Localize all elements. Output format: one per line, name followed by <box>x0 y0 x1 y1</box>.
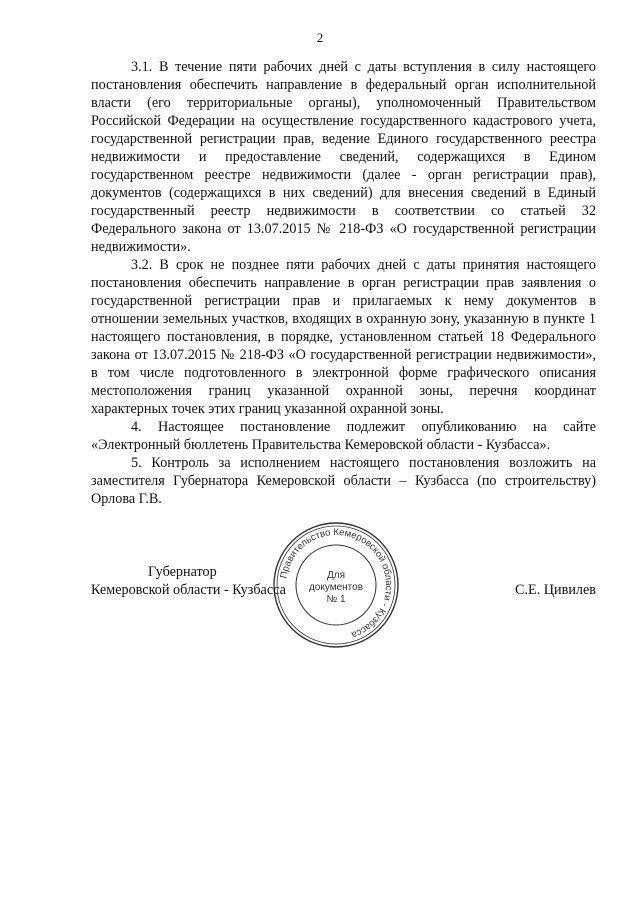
page-number: 2 <box>316 30 324 45</box>
signatory-name: С.Е. Цивилев <box>515 582 596 598</box>
document-body <box>91 58 596 508</box>
signatory-title-line-1: Губернатор <box>148 564 217 580</box>
signatory-title-line-2: Кемеровской области - Кузбасса <box>91 582 286 598</box>
stamp-center-line-3: № 1 <box>326 594 346 605</box>
paragraph-3-1: 3.1. В течение пяти рабочих дней с даты вступления в силу настоящего постановления обеспечить направление в федеральный орган исполнительной власти (его территориальные органы), уполномоченный Правительством Российской Федерации на осуществление государственного кадастрового учета, государственной регистрации прав, ведение Единого государственного реестра недвижимости и предоставление сведений, содержащихся в Едином государственном реестре недвижимости (далее - орган регистрации прав), документов (содержащихся в них сведений) для внесения сведений в Единый государственный реестр недвижимости в соответствии со статьей 32 Федерального закона от 13.07.2015 № 218-ФЗ «О государственной регистрации недвижимости». <box>91 59 596 255</box>
paragraph-5: 5. Контроль за исполнением настоящего постановления возложить на заместителя Губернатора Кемеровской области – Кузбасса (по строительству) Орлова Г.В. <box>91 455 596 507</box>
stamp-center-line-1: Для <box>326 570 346 581</box>
signature-block <box>91 563 596 603</box>
paragraph-4: 4. Настоящее постановление подлежит опубликованию на сайте «Электронный бюллетень Правительства Кемеровской области - Кузбасса». <box>91 419 596 453</box>
paragraph-3-2: 3.2. В срок не позднее пяти рабочих дней с даты принятия настоящего постановления обеспечить направление в орган регистрации прав заявления о государственной регистрации прав и прилагаемых к нему документов в отношении земельных участков, входящих в охранную зону, указанную в пункте 1 настоящего постановления, в порядке, установленном статьей 18 Федерального закона от 13.07.2015 № 218-ФЗ «О государственной регистрации недвижимости», в том числе подготовленного в электронной форме графического описания местоположения границ указанной охранной зоны, перечня координат характерных точек этих границ указанной охранной зоны. <box>91 257 596 417</box>
stamp-ring-text: Правительство Кемеровской области - Кузбасса <box>278 526 395 641</box>
stamp-center-line-2: документов <box>308 582 364 593</box>
